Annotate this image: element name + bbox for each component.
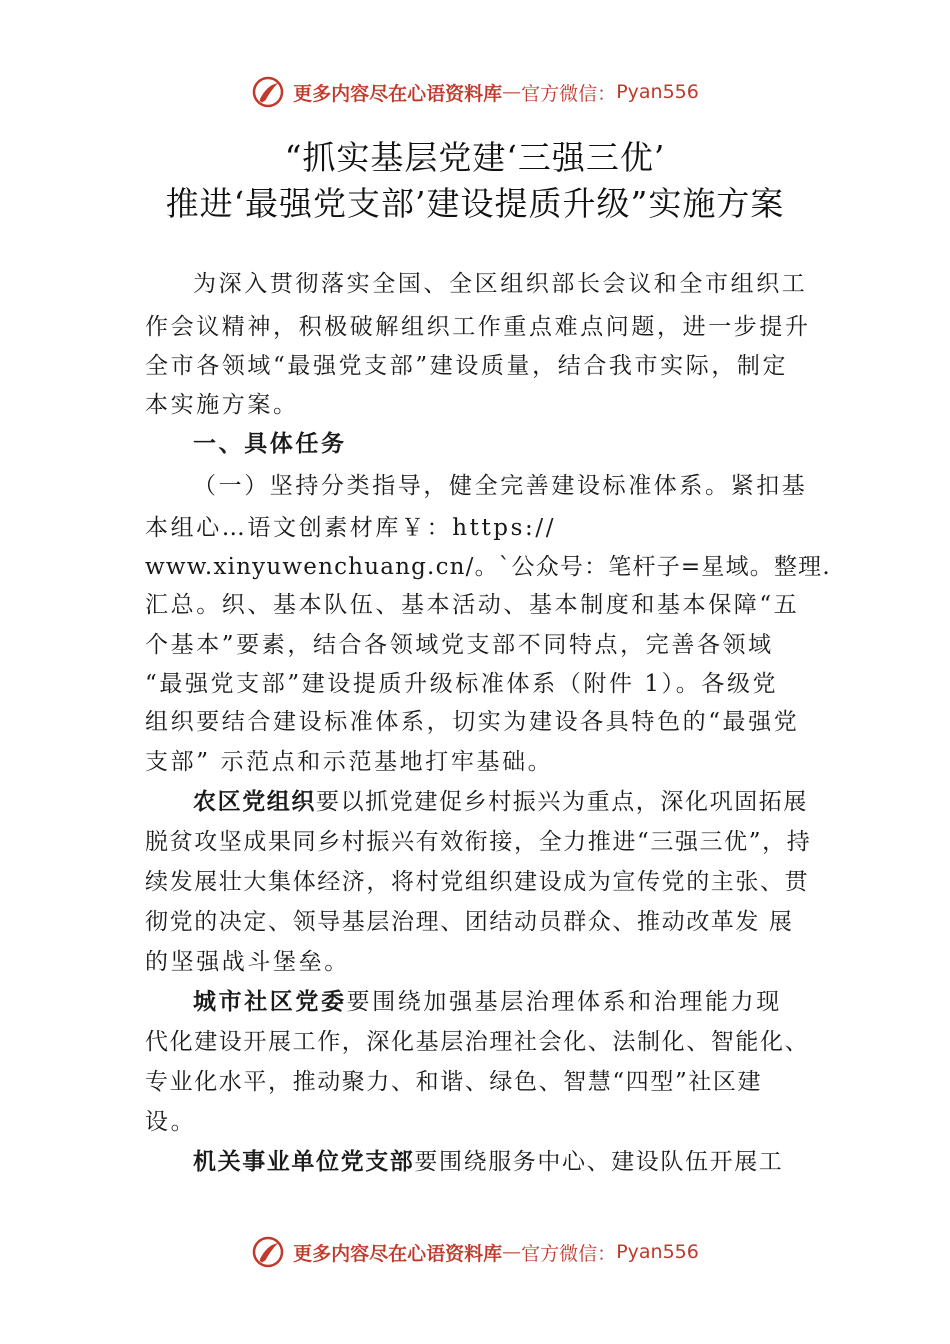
watermark-separator: — — [502, 1241, 522, 1263]
watermark-wechat-id: Pyan556 — [616, 81, 699, 103]
paragraph-institution — [193, 1146, 893, 1178]
body-line: 要围绕服务中心、建设队伍开展工 — [414, 1149, 784, 1175]
body-line: 作会议精神，积极破解组织工作重点难点问题，进一步提升 — [145, 314, 811, 340]
body-line: 续发展壮大集体经济，将村党组织建设成为宣传党的主张、贯 — [145, 869, 810, 895]
body-line: （一）坚持分类指导，健全完善建设标准体系。紧扣基 — [193, 473, 808, 499]
institution-branch-label: 机关事业单位党支部 — [193, 1148, 415, 1175]
paragraph-community — [193, 986, 893, 1018]
body-line: 要围绕加强基层治理体系和治理能力现 — [346, 989, 782, 1015]
body-line: 全市各领域“最强党支部”建设质量，结合我市实际，制定 — [145, 353, 789, 379]
watermark-main-text: 更多内容尽在心语资料库 — [293, 1242, 503, 1265]
body-line: “最强党支部”建设提质升级标准体系（附件 1）。各级党 — [145, 671, 779, 697]
brush-logo-icon — [251, 75, 285, 109]
rural-org-label: 农区党组织 — [193, 788, 316, 815]
watermark-official-label: 官方微信： — [521, 82, 617, 105]
body-line: 专业化水平，推动聚力、和谐、绿色、智慧“四型”社区建 — [145, 1069, 763, 1095]
section-heading: 一、具体任务 — [193, 431, 347, 457]
watermark-top — [0, 72, 950, 112]
watermark-official-label: 官方微信： — [521, 1242, 617, 1265]
body-line: 彻党的决定、领导基层治理、团结动员群众、推动改革发 展 — [145, 909, 794, 935]
body-line: 本实施方案。 — [145, 392, 299, 418]
body-line: 代化建设开展工作，深化基层治理社会化、法制化、智能化、 — [145, 1029, 810, 1055]
body-line: 组织要结合建设标准体系，切实为建设各具特色的“最强党 — [145, 709, 800, 735]
brush-logo-icon — [251, 1235, 285, 1269]
body-line: 支部” 示范点和示范基地打牢基础。 — [145, 749, 554, 775]
body-line: 个基本”要素，结合各领域党支部不同特点，完善各领域 — [145, 632, 774, 658]
body-line: 的坚强战斗堡垒。 — [145, 949, 350, 975]
body-line: 为深入贯彻落实全国、全区组织部长会议和全市组织工 — [193, 271, 808, 297]
body-line: 脱贫攻坚成果同乡村振兴有效衔接，全力推进“三强三优”，持 — [145, 829, 812, 855]
body-line: www.xinyuwenchuang.cn/。`公众号：笔杆子=星域。整理. — [145, 554, 831, 580]
doc-title-line-1: “抓实基层党建‘三强三优’ — [284, 138, 666, 177]
watermark-separator: — — [502, 81, 522, 103]
body-line: 要以抓党建促乡村振兴为重点，深化巩固拓展 — [316, 789, 808, 815]
community-committee-label: 城市社区党委 — [193, 988, 347, 1015]
body-line: 设。 — [145, 1109, 197, 1135]
paragraph-rural — [193, 786, 893, 818]
doc-title-line-2: 推进‘最强党支部’建设提质升级”实施方案 — [165, 184, 785, 223]
body-line: 本组心…语文创素材库￥：https:// — [145, 515, 557, 541]
watermark-bottom — [0, 1232, 950, 1272]
watermark-wechat-id: Pyan556 — [616, 1241, 699, 1263]
body-line: 汇总。织、基本队伍、基本活动、基本制度和基本保障“五 — [145, 592, 800, 618]
watermark-main-text: 更多内容尽在心语资料库 — [293, 82, 503, 105]
